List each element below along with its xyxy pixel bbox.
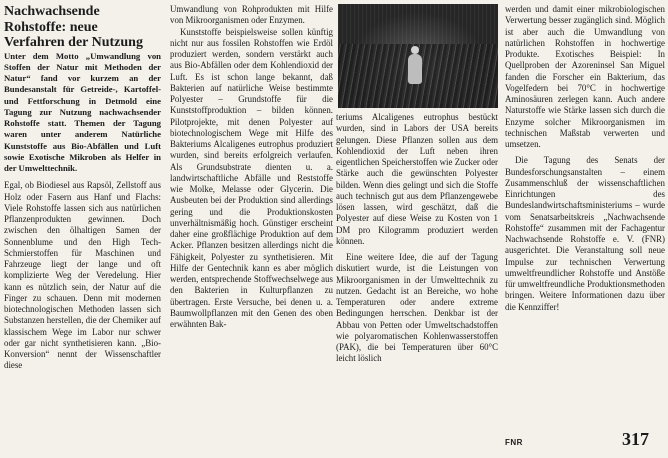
body-paragraph: Eine weitere Idee, die auf der Tagung diskutiert wurde, ist die Leistungen von Mikroorganismen in der Umwelttechnik zu nutzen. Gedacht ist an Bereiche, wo hohe Temperaturen oder andere extreme Bedingungen herrschen. Denkbar ist der Abbau von Petten oder Umweltschadstoffen wie polyaromatischen Kohlenwasserstoffen (PAK), die bei Temperaturen über 60°C leicht löslich (336, 252, 498, 364)
article-headline: Nachwachsende Rohstoffe: neue Verfahren der Nutzung (4, 4, 143, 50)
column-1 (4, 4, 161, 372)
body-paragraph: Die Tagung des Senats der Bundesforschungsanstalten – einem Zusammenschluß der wissenschaftlichen Einrichtungen des Bundeslandwirtschaftsministeriums – wurde vom Senatsarbeitskreis „Nachwachsende Rohstoffe“ zusammen mit der Fachagentur Nachwachsende Rohstoffe e. V. (FNR) ausgerichtet. Die Veranstaltung soll neue Impulse zur technischen Verwertung umweltfreundlicher Rohstoffe und Anstöße für umweltfreundliche Produktionsmethoden bringen. Weitere Informationen dazu über die Kennziffer! (505, 155, 665, 312)
body-paragraph: Kunststoffe beispielsweise sollen künftig nicht nur aus fossilen Rohstoffen wie Erdöl produziert werden, sondern verstärkt auch aus Bio-Abfällen oder dem Kohlendioxid der Luft. Es ist schon lange bekannt, daß Bakterien auf natürliche Weise bestimmte Polyester – Grundstoffe für die Kunststoffproduktion – bilden können. Pilotprojekte, mit denen Polyester auf biotechnologischem Wege mit Hilfe des Bakteriums Alcaligenes eutrophus produziert wurden, sind bereits erfolgreich verlaufen. Als Grundsubstrate dienten u. a. landwirtschaftliche Abfälle und Reststoffe wie Molke, Melasse oder Glycerin. Die Ausbeuten bei der Produktion sind allerdings gering und die Produktionskosten unverhältnismäßig hoch. Günstiger erscheint daher eine großflächige Produktion auf dem Acker. Pflanzen besitzen allerdings nicht die Fähigkeit, Polyester zu synthetisieren. Mit Hilfe der Gentechnik kann es aber möglich werden, entsprechende Stoffwechselwege aus den Bakterien in Kulturpflanzen zu übertragen. Erste Versuche, bei denen u. a. Baumwollpflanzen mit den Genen des oben erwähnten Bak- (170, 26, 333, 329)
body-paragraph: Umwandlung von Rohprodukten mit Hilfe von Mikroorganismen oder Enzymen. (170, 4, 333, 26)
column-3 (336, 112, 498, 365)
source-label: FNR (505, 438, 523, 447)
body-paragraph: Egal, ob Biodiesel aus Rapsöl, Zellstoff aus Holz oder Fasern aus Hanf und Flachs: Viele Rohstoffe lassen sich aus natürlichen Pflanzenprodukten gewinnen. Doch zwischen den ölhaltigen Samen der Sonnenblume und den High Tech-Schmierstoffen für Maschinen und Fahrzeuge liegt der lange und oft komplizierte Weg der Veredelung. Hier kann es nützlich sein, der Natur auf die Finger zu schauen. Denn mit modernen biotechnologischen Methoden lassen sich Substanzen herstellen, die der Chemiker auf klassischem Wege im Labor nur schwer oder gar nicht synthetisieren kann. „Bio-Konversion“ nennt der Wissenschaftler diese (4, 180, 161, 371)
column-2 (170, 4, 333, 330)
body-paragraph: teriums Alcaligenes eutrophus bestückt wurden, sind in Labors der USA bereits gelungen. Diese Pflanzen sollen aus dem Kohlendioxid der Luft neben ihren eigentlichen Speicherstoffen wie Zucker oder Stärke auch die gewünschten Polyester bilden. Wenn dies gelingt und sich die Stoffe auch technisch gut aus dem Pflanzengewebe lösen lassen, wird geschätzt, daß die Polyester auf diese Weise zu Kosten von 1 DM pro Kilogramm produziert werden können. (336, 112, 498, 246)
body-paragraph: werden und damit einer mikrobiologischen Verwertung besser zugänglich sind. Möglich ist aber auch die Umwandlung von natürlichen Rohstoffen in hochwertige Produkte. Exotisches Beispiel: In Quellproben der Azoreninsel San Miguel fanden die Forscher ein Bakterium, das Vogelfedern bei 70°C in hochwertige Aminosäuren zerlegen kann. Auch andere Naturstoffe wie Stärke lassen sich durch die Enzyme solcher Mikroorganismen im technischen Maßstab verwerten und umsetzen. (505, 4, 665, 149)
field-photo (338, 4, 498, 108)
article-lead: Unter dem Motto „Umwandlung von Stoffen der Natur mit Methoden der Natur“ fand vor kurzem an der Bundesanstalt für Getreide-, Kartoffel- und Fettforschung in Detmold eine Tagung zur Nutzung nachwachsender Rohstoffe statt. Themen der Tagung waren unter anderem Natürliche Kunststoffe aus Bio-Abfällen und Luft sowie Exotische Mikroben als Helfer in der Umwelttechnik. (4, 50, 161, 173)
column-4 (505, 4, 665, 313)
page-number: 317 (622, 429, 649, 449)
person-figure (408, 54, 422, 84)
